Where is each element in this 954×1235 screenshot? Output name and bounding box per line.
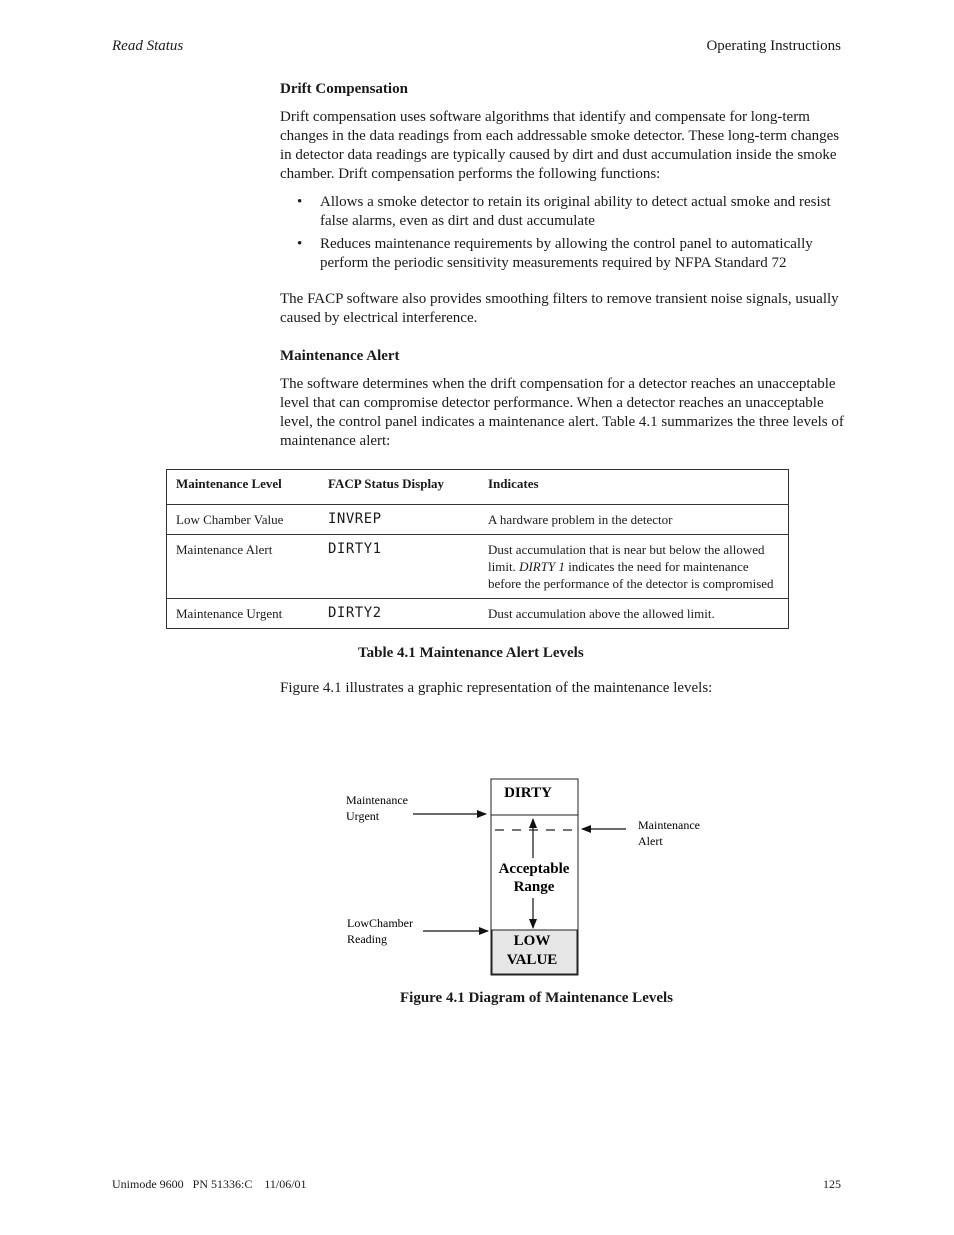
level-cell: Low Chamber Value <box>167 505 329 535</box>
lowchamber-label-line2: Reading <box>347 932 387 946</box>
lowchamber-label-line1: LowChamber <box>347 916 413 930</box>
indicates-emphasis: DIRTY 1 <box>519 559 565 574</box>
indicates-cell <box>488 535 789 599</box>
table-row <box>167 535 789 599</box>
indicates-cell <box>488 599 789 629</box>
drift-paragraph: Drift compensation uses software algorithms that identify and compensate for long-term changes in the data readings from each addressable smoke detector. These long-term changes in detector data readings are typically caused by dirt and dust accumulation inside the smoke chamber. Drift compensation performs the following functions: <box>280 109 840 182</box>
list-item <box>280 235 845 273</box>
bullet-icon: • <box>297 194 303 210</box>
table-header-row <box>167 470 789 505</box>
maintenance-paragraph: The software determines when the drift compensation for a detector reaches an unacceptable level that can compromise detector performance. When a detector reaches an unacceptable level, the control panel indicates a maintenance alert. Table 4.1 summarizes the three levels of maintenance alert: <box>280 376 844 449</box>
maintenance-levels-diagram <box>330 770 730 990</box>
indicates-text: indicates the need for maintenance before the performance of the detector is compromised <box>488 559 774 591</box>
page-number: 125 <box>823 1177 841 1191</box>
alert-label-line2: Alert <box>638 834 663 848</box>
display-cell: DIRTY2 <box>328 599 488 629</box>
level-cell: Maintenance Alert <box>167 535 329 599</box>
level-cell: Maintenance Urgent <box>167 599 329 629</box>
column-header: FACP Status Display <box>328 470 488 505</box>
table-row <box>167 599 789 629</box>
alert-label-line1: Maintenance <box>638 818 700 832</box>
running-header-chapter: Operating Instructions <box>706 38 841 54</box>
column-header: Maintenance Level <box>167 470 329 505</box>
urgent-label-line2: Urgent <box>346 809 380 823</box>
drift-bullet-list <box>280 193 845 273</box>
bullet-text: Reduces maintenance requirements by allowing the control panel to automatically perform the periodic sensitivity measurements required by NFPA Standard 72 <box>320 236 813 271</box>
indicates-text: Dust accumulation that is near but below the allowed limit. <box>488 542 765 574</box>
range-label: Range <box>513 879 555 895</box>
maintenance-heading: Maintenance Alert <box>280 348 400 364</box>
display-cell: INVREP <box>328 505 488 535</box>
display-cell: DIRTY1 <box>328 535 488 599</box>
column-header: Indicates <box>488 470 789 505</box>
smoothing-paragraph: The FACP software also provides smoothing filters to remove transient noise signals, usually caused by electrical interference. <box>280 291 839 326</box>
indicates-text: Dust accumulation above the allowed limit. <box>488 606 715 621</box>
maintenance-levels-table <box>166 469 789 629</box>
indicates-text: A hardware problem in the detector <box>488 512 673 527</box>
figure-caption: Figure 4.1 Diagram of Maintenance Levels <box>400 990 674 1006</box>
table-row <box>167 505 789 535</box>
running-header-section: Read Status <box>112 38 184 54</box>
footer-doc-info: Unimode 9600 PN 51336:C 11/06/01 <box>112 1177 307 1191</box>
low-label: LOW <box>513 933 551 949</box>
drift-heading: Drift Compensation <box>280 81 408 97</box>
table-caption: Table 4.1 Maintenance Alert Levels <box>358 645 584 661</box>
urgent-label-line1: Maintenance <box>346 793 408 807</box>
dirty-label: DIRTY <box>504 785 552 801</box>
bullet-text: Allows a smoke detector to retain its original ability to detect actual smoke and resist false alarms, even as dirt and dust accumulate <box>320 194 831 229</box>
bullet-icon: • <box>297 236 303 252</box>
acceptable-label: Acceptable <box>498 861 570 877</box>
list-item <box>280 193 845 231</box>
figure-intro: Figure 4.1 illustrates a graphic representation of the maintenance levels: <box>280 680 713 696</box>
body-text <box>280 80 845 451</box>
value-label: VALUE <box>506 952 558 968</box>
indicates-cell <box>488 505 789 535</box>
